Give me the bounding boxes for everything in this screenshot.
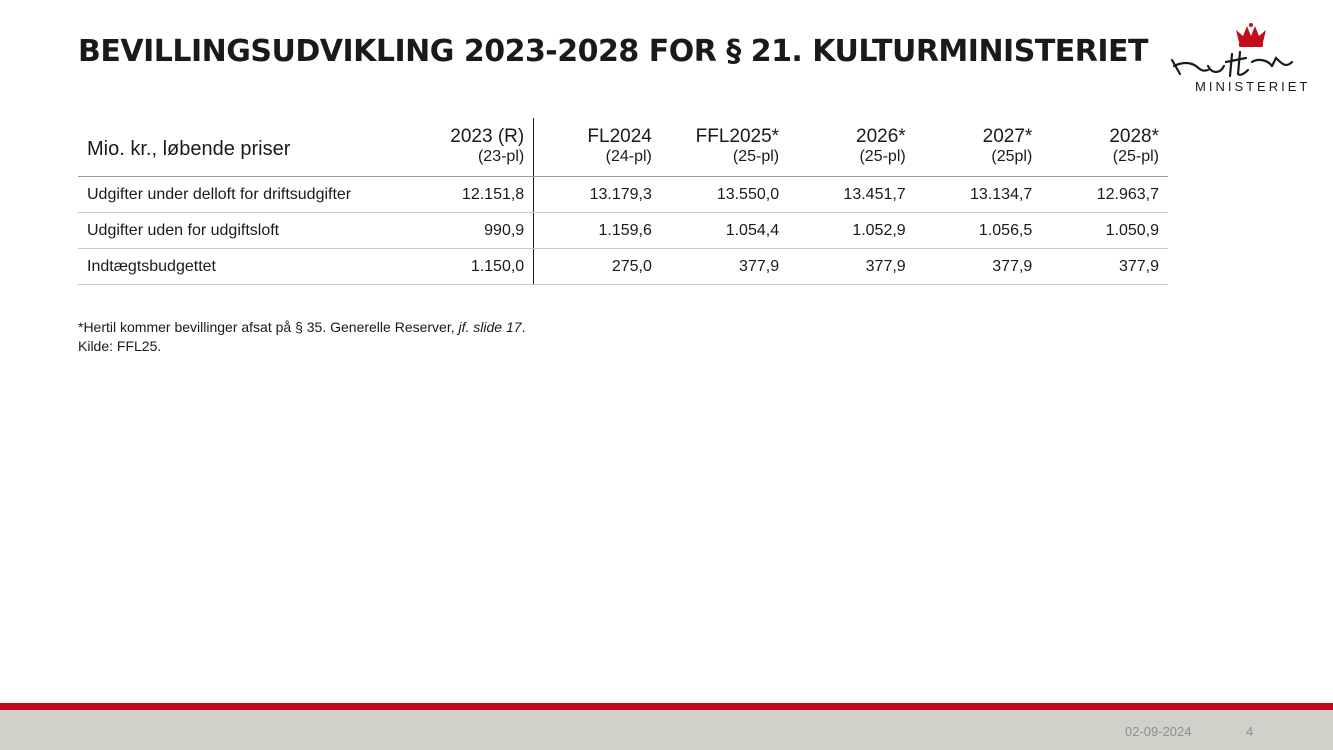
row-label: Udgifter under delloft for driftsudgifter bbox=[78, 177, 416, 213]
table-header-row bbox=[78, 118, 1168, 177]
col-header: 2028* (25-pl) bbox=[1041, 118, 1168, 177]
col-header: 2026* (25-pl) bbox=[788, 118, 915, 177]
cell-value: 990,9 bbox=[416, 213, 533, 249]
footnote-line-1: *Hertil kommer bevillinger afsat på § 35. Generelle Reserver, jf. slide 17. bbox=[78, 319, 526, 335]
cell-value: 1.052,9 bbox=[788, 213, 915, 249]
cell-value: 13.179,3 bbox=[534, 177, 661, 213]
cell-value: 377,9 bbox=[788, 249, 915, 285]
cell-value: 1.050,9 bbox=[1041, 213, 1168, 249]
cell-value: 1.150,0 bbox=[416, 249, 533, 285]
cell-value: 1.159,6 bbox=[534, 213, 661, 249]
footnote bbox=[78, 318, 525, 356]
row-label: Indtægtsbudgettet bbox=[78, 249, 416, 285]
cell-value: 1.054,4 bbox=[661, 213, 788, 249]
table-row bbox=[78, 177, 1168, 213]
col-header: FL2024 (24-pl) bbox=[534, 118, 661, 177]
cell-value: 1.056,5 bbox=[915, 213, 1042, 249]
slide-title: BEVILLINGSUDVIKLING 2023-2028 FOR § 21. KULTURMINISTERIET bbox=[78, 34, 1149, 69]
col-header: 2023 (R) (23-pl) bbox=[416, 118, 533, 177]
table-row bbox=[78, 213, 1168, 249]
table-row bbox=[78, 249, 1168, 285]
cell-value: 13.134,7 bbox=[915, 177, 1042, 213]
cell-value: 12.963,7 bbox=[1041, 177, 1168, 213]
header-label: Mio. kr., løbende priser bbox=[78, 118, 416, 177]
row-label: Udgifter uden for udgiftsloft bbox=[78, 213, 416, 249]
page-number: 4 bbox=[1246, 724, 1254, 739]
budget-table bbox=[78, 118, 1168, 285]
cell-value: 377,9 bbox=[661, 249, 788, 285]
cell-value: 13.550,0 bbox=[661, 177, 788, 213]
footer-date: 02-09-2024 bbox=[1125, 724, 1192, 739]
col-header: 2027* (25pl) bbox=[915, 118, 1042, 177]
cell-value: 13.451,7 bbox=[788, 177, 915, 213]
slide-reference: jf. slide 17 bbox=[458, 319, 522, 335]
footer-accent-line bbox=[0, 703, 1333, 710]
source-line: Kilde: FFL25. bbox=[78, 338, 162, 354]
col-header: FFL2025* (25-pl) bbox=[661, 118, 788, 177]
cell-value: 377,9 bbox=[1041, 249, 1168, 285]
cell-value: 12.151,8 bbox=[416, 177, 533, 213]
cell-value: 377,9 bbox=[915, 249, 1042, 285]
cell-value: 275,0 bbox=[534, 249, 661, 285]
logo-wordmark: MINISTERIET bbox=[1195, 79, 1311, 94]
